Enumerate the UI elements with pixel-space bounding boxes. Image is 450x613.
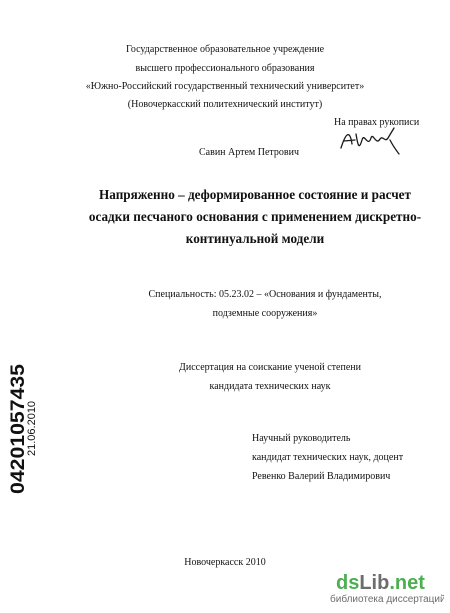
header-line-2: высшего профессионального образования [135,63,315,74]
dslib-watermark [326,569,444,607]
title-line-2: осадки песчаного основания с применением дискретно- [88,209,422,224]
specialty-line-2: подземные сооружения» [212,308,318,319]
supervisor-line-2: кандидат технических наук, доцент [252,452,404,463]
stamp-number: 04201057435 [8,377,29,494]
stamp-date: 21.06.2010 [26,400,38,456]
rights-note: На правах рукописи [334,117,420,128]
supervisor-block [252,429,403,486]
header-line-1: Государственное образовательное учреждение [125,44,325,55]
city-year: Новочеркасск 2010 [184,557,266,568]
svg-text:dsLib.net: dsLib.net [336,572,425,594]
title-line-3: континуальной модели [185,231,325,246]
dissertation-title [60,184,450,250]
header-line-3: «Южно-Российский государственный технический университет» [85,81,365,92]
author-name: Савин Артем Петрович [199,147,300,158]
specialty-block [115,285,415,323]
supervisor-line-1: Научный руководитель [252,433,351,444]
degree-line-2: кандидата технических наук [209,381,331,392]
header-line-4: (Новочеркасский политехнический институт) [127,99,323,110]
title-line-1: Напряженно – деформированное состояние и расчет [99,187,411,202]
supervisor-line-3: Ревенко Валерий Владимирович [252,471,391,482]
watermark-subtitle: библиотека диссертаций [330,594,444,605]
side-stamp [2,360,38,500]
degree-line-1: Диссертация на соискание ученой степени [179,362,361,373]
degree-block [120,358,420,396]
signature-icon [338,126,402,156]
specialty-line-1: Специальность: 05.23.02 – «Основания и фундаменты, [148,289,382,300]
